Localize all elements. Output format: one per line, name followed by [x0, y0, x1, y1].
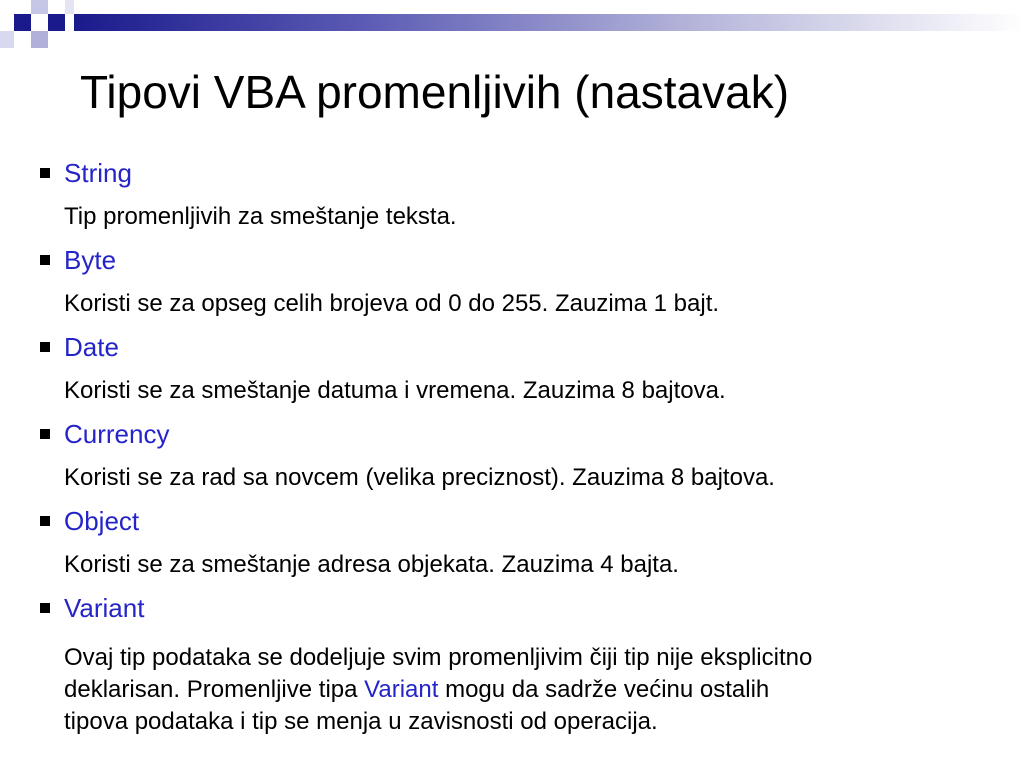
- term-label: Currency: [64, 419, 170, 449]
- term-description: Koristi se za rad sa novcem (velika preciznost). Zauzima 8 bajtova.: [64, 464, 775, 491]
- variant-description: [64, 642, 1014, 738]
- bullet-item-date: [40, 330, 119, 364]
- term-label: Variant: [64, 593, 145, 623]
- decor-square: [14, 14, 31, 31]
- decor-square: [65, 0, 74, 14]
- term-label: Byte: [64, 245, 117, 275]
- header-gradient-bar: [74, 14, 1024, 31]
- term-description: Koristi se za opseg celih brojeva od 0 do 255. Zauzima 1 bajt.: [64, 290, 720, 317]
- term-description: Koristi se za smeštanje datuma i vremena. Zauzima 8 bajtova.: [64, 377, 726, 404]
- decor-square: [48, 14, 65, 31]
- term-description: Koristi se za smeštanje adresa objekata. Zauzima 4 bajta.: [64, 551, 679, 578]
- square-bullet-icon: [40, 255, 50, 265]
- term-label: String: [64, 158, 132, 188]
- term-label: Object: [64, 506, 140, 536]
- paragraph-line: [64, 674, 1014, 706]
- square-bullet-icon: [40, 342, 50, 352]
- bullet-item-variant: [40, 591, 144, 625]
- square-bullet-icon: [40, 516, 50, 526]
- bullet-item-currency: [40, 417, 169, 451]
- paragraph-line: Ovaj tip podataka se dodeljuje svim promenljivim čiji tip nije eksplicitno: [64, 644, 813, 671]
- bullet-item-object: [40, 504, 139, 538]
- decor-square: [31, 0, 48, 14]
- decor-square: [31, 31, 48, 48]
- bullet-item-string: [40, 156, 132, 190]
- paragraph-line: tipova podataka i tip se menja u zavisnosti od operacija.: [64, 708, 658, 735]
- bullet-item-byte: [40, 243, 116, 277]
- decor-square: [0, 31, 14, 48]
- slide-title: Tipovi VBA promenljivih (nastavak): [80, 66, 790, 118]
- term-description: Tip promenljivih za smeštanje teksta.: [64, 203, 457, 230]
- square-bullet-icon: [40, 603, 50, 613]
- variant-highlight: Variant: [364, 676, 439, 703]
- paragraph-text: deklarisan. Promenljive tipa: [64, 676, 365, 703]
- term-label: Date: [64, 332, 119, 362]
- square-bullet-icon: [40, 168, 50, 178]
- paragraph-text: mogu da sadrže većinu ostalih: [438, 676, 770, 703]
- square-bullet-icon: [40, 429, 50, 439]
